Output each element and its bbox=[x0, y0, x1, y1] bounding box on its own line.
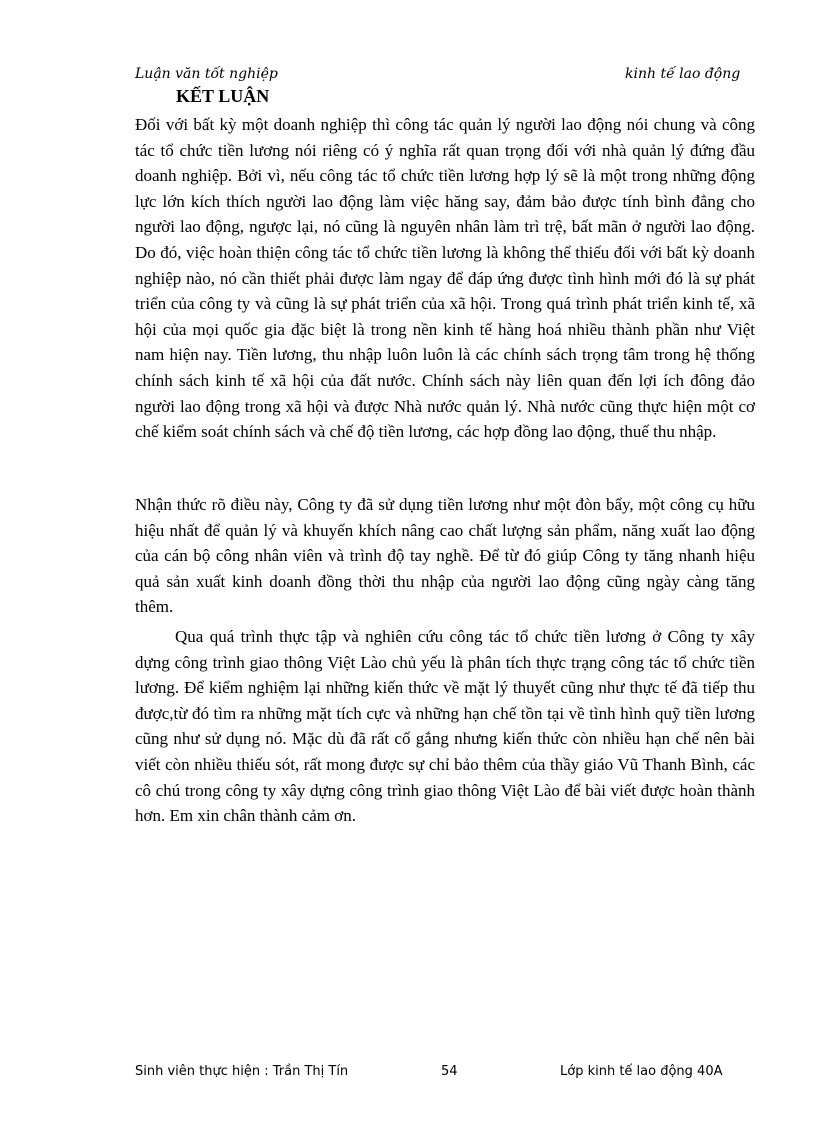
footer-class: Lớp kinh tế lao động 40A bbox=[560, 1064, 723, 1079]
paragraph-3: Qua quá trình thực tập và nghiên cứu công tác tổ chức tiền lương ở Công ty xây dựng công trình giao thông Việt Lào chủ yếu là phân tích thực trạng công tác tổ chức tiền lương. Để kiểm nghiệm lại những kiến thức về mặt lý thuyết cũng như thực tế đã tiếp thu được,từ đó tìm ra những mặt tích cực và những hạn chế tồn tại về tình hình quỹ tiền lương cũng như sử dụng nó. Mặc dù đã rất cố gắng nhưng kiến thức còn nhiều hạn chế nên bài viết còn nhiều thiếu sót, rất mong được sự chỉ bảo thêm của thầy giáo Vũ Thanh Bình, các cô chú trong công ty xây dựng công trình giao thông Việt Lào để bài viết được hoàn thành hơn. Em xin chân thành cảm ơn. bbox=[135, 627, 755, 826]
page-title: KẾT LUẬN bbox=[176, 86, 270, 106]
paragraph-2: Nhận thức rõ điều này, Công ty đã sử dụng tiền lương như một đòn bẩy, một công cụ hữu hiệu nhất để quản lý và khuyến khích nâng cao chất lượng sản phẩm, năng xuất lao động của cán bộ công nhân viên và trình độ tay nghề. Để từ đó giúp Công ty tăng nhanh hiệu quả sản xuất kinh doanh đồng thời thu nhập của người lao động cũng ngày càng tăng thêm. bbox=[135, 495, 755, 617]
footer-page-number: 54 bbox=[441, 1064, 458, 1079]
header-right-text: kinh tế lao động bbox=[625, 66, 741, 82]
paragraph-1: Đối với bất kỳ một doanh nghiệp thì công tác quản lý người lao động nói chung và công tác tổ chức tiền lương nói riêng có ý nghĩa rất quan trọng đối với nhà quản lý đứng đầu doanh nghiệp. Bởi vì, nếu công tác tổ chức tiền lương hợp lý sẽ là một trong những động lực lớn kích thích người lao động làm việc hăng say, đảm bảo được tính bình đẳng cho người lao động, ngược lại, nó cũng là nguyên nhân làm trì trệ, bất mãn ở người lao động. Do đó, việc hoàn thiện công tác tổ chức tiền lương là không thể thiếu đối với bất kỳ doanh nghiệp nào, nó cần thiết phải được làm ngay để đáp ứng được tình hình mới đó là sự phát triển của công ty và cũng là sự phát triển của xã hội. Trong quá trình phát triển kinh tế, xã hội của mọi quốc gia đặc biệt là trong nền kinh tế hàng hoá nhiều thành phần như Việt nam hiện nay. Tiền lương, thu nhập luôn luôn là các chính sách trọng tâm trong hệ thống chính sách kinh tế xã hội của đất nước. Chính sách này liên quan đến lợi ích đông đảo người lao động trong xã hội và được Nhà nước quản lý. Nhà nước cũng thực hiện một cơ chế kiểm soát chính sách và chế độ tiền lương, các hợp đồng lao động, thuế thu nhập. bbox=[135, 115, 755, 442]
header-left-text: Luận văn tốt nghiệp bbox=[135, 66, 278, 82]
footer-student: Sinh viên thực hiện : Trần Thị Tín bbox=[135, 1064, 349, 1079]
